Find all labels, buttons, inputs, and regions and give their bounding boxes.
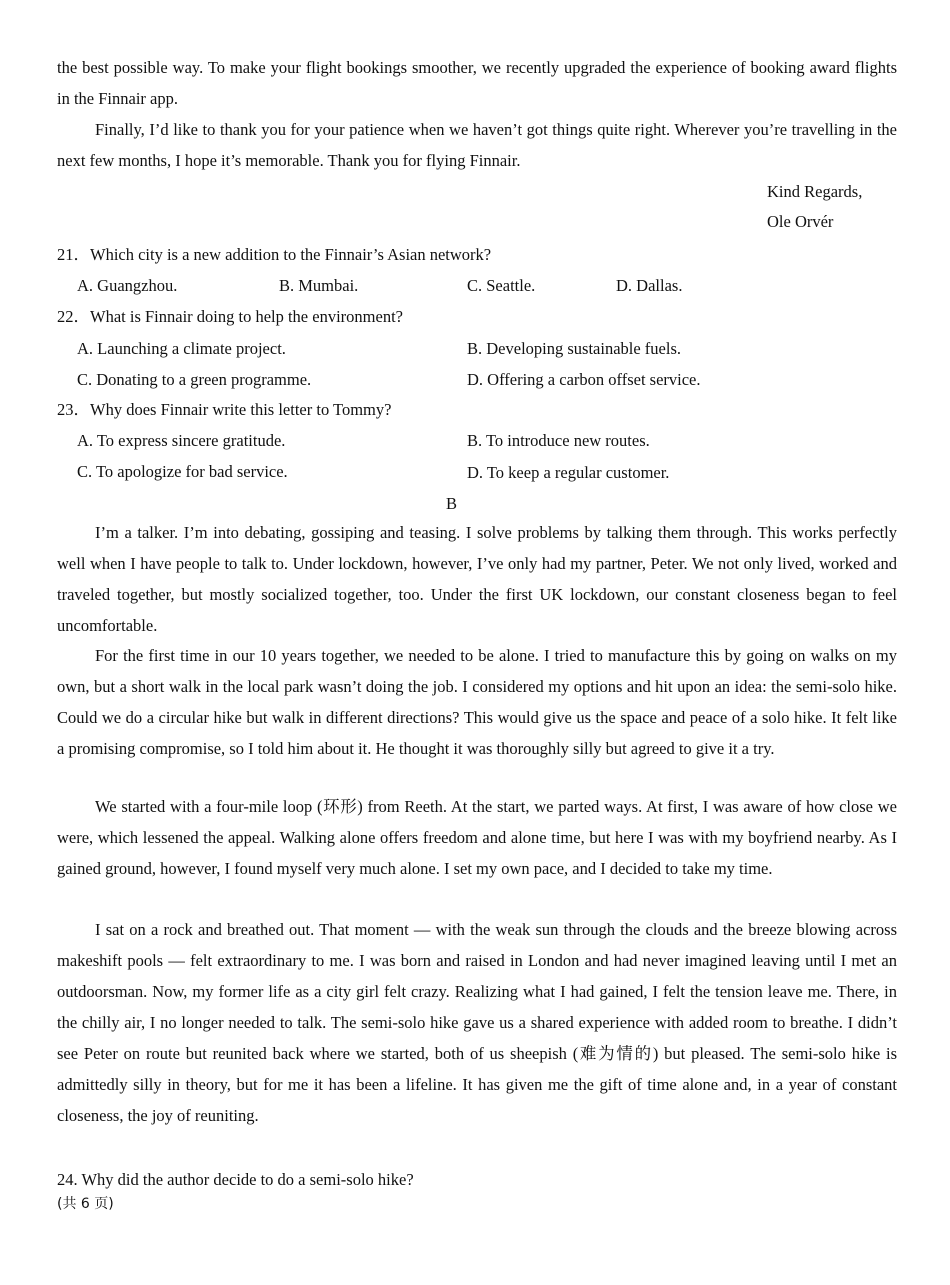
passage-paragraph-3: We started with a four-mile loop (环形) from Reeth. At the start, we parted ways. At first, I was aware of how close we were, which lessened the appeal. Walking alone offers freedom and alone time, but here I was with my boyfriend nearby. As I gained ground, however, I found myself very much alone. I set my own pace, and I decided to take my time. [57,797,897,878]
question-24-stem: 24. Why did the author decide to do a semi-solo hike? [57,1170,414,1189]
letter-regards: Kind Regards, [767,182,863,201]
letter-paragraph-final: Finally, I’d like to thank you for your patience when we haven’t got things quite right. Wherever you’re travelling in the next few months, I hope it’s memorable. Thank you for flying Finnair. [57,120,897,170]
question-22-option-a: A. Launching a climate project. [77,339,286,358]
question-21-option-d: D. Dallas. [616,276,683,295]
question-22-option-b: B. Developing sustainable fuels. [467,339,682,358]
passage-paragraph-2: For the first time in our 10 years together, we needed to be alone. I tried to manufacture this by going on walks on my own, but a short walk in the local park wasn’t doing the job. I considered my options and hit upon an idea: the semi-solo hike. Could we do a circular hike but walk in different directions? This would give us the space and peace of a solo hike. It felt like a promising compromise, so I told him about it. He thought it was thoroughly silly but agreed to give it a try. [57,646,897,758]
question-22-option-c: C. Donating to a green programme. [77,370,312,389]
question-23-option-c: C. To apologize for bad service. [77,462,288,481]
question-23-stem: 23．Why does Finnair write this letter to Tommy? [57,400,392,419]
letter-paragraph-end: the best possible way. To make your flight bookings smoother, we recently upgraded the experience of booking award flights in the Finnair app. [57,58,897,108]
question-21-option-a: A. Guangzhou. [77,276,178,295]
question-21-option-b: B. Mumbai. [279,276,359,295]
passage-paragraph-4: I sat on a rock and breathed out. That moment — with the weak sun through the clouds and the breeze blowing across makeshift pools — felt extraordinary to me. I was born and raised in London and had never imagined leaving until I met an outdoorsman. Now, my former life as a city girl felt crazy. Realizing what I had gained, I felt the tension leave me. There, in the chilly air, I no longer needed to talk. The semi-solo hike gave us a shared experience with added room to breathe. I didn’t see Peter on route but reunited back where we started, both of us sheepish (难为情的) but pleased. The semi-solo hike is admittedly silly in theory, but for me it has been a lifeline. It has given me the gift of time alone and, in a year of constant closeness, the joy of reuniting. [57,920,897,1125]
question-23-option-b: B. To introduce new routes. [467,431,650,450]
passage-paragraph-1: I’m a talker. I’m into debating, gossiping and teasing. I solve problems by talking them through. This works perfectly well when I have people to talk to. Under lockdown, however, I’ve only had my partner, Peter. We not only lived, worked and traveled together, but mostly socialized together, too. Under the first UK lockdown, our constant closeness began to feel uncomfortable. [57,523,897,635]
question-23-option-d: D. To keep a regular customer. [467,463,670,482]
letter-signature: Ole Orvér [767,212,834,231]
question-23-option-a: A. To express sincere gratitude. [77,431,286,450]
question-21-stem: 21．Which city is a new addition to the Finnair’s Asian network? [57,245,492,264]
question-22-option-d: D. Offering a carbon offset service. [467,370,701,389]
section-b-label: B [446,494,458,513]
question-22-stem: 22．What is Finnair doing to help the environment? [57,307,403,326]
question-21-option-c: C. Seattle. [467,276,536,295]
page-count-footer: (共 6 页) [57,1196,114,1212]
